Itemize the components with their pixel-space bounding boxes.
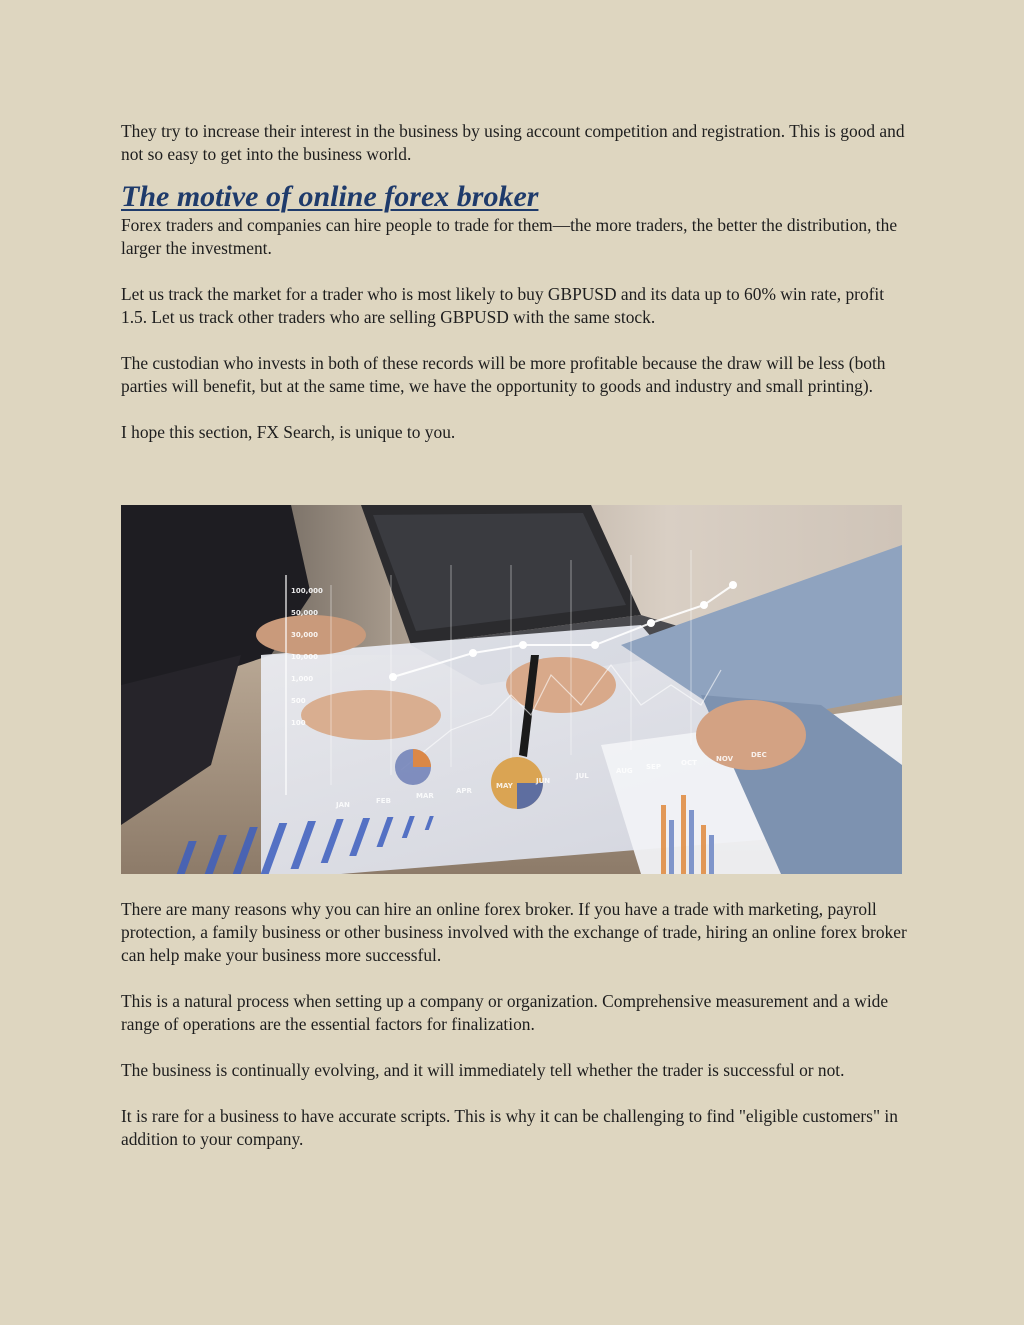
month-label: JAN: [336, 801, 350, 809]
intro-paragraph: They try to increase their interest in the business by using account competition and registration. This is good and not so easy to get into the business world.: [121, 121, 905, 164]
month-label: SEP: [646, 763, 661, 771]
month-label: MAR: [416, 792, 434, 800]
section-paragraph-2: Let us track the market for a trader who is most likely to buy GBPUSD and its data up to 60% win rate, profit 1.5. Let us track other traders who are selling GBPUSD with the same stock.: [121, 284, 885, 327]
axis-label: 50,000: [291, 609, 319, 617]
month-label: FEB: [376, 797, 391, 805]
top-section: [121, 120, 911, 444]
axis-label: 100,000: [291, 587, 323, 595]
section-paragraph-1: Forex traders and companies can hire people to trade for them—the more traders, the better the distribution, the larger the investment.: [121, 215, 898, 258]
month-label: JUN: [536, 777, 551, 785]
axis-label: 10,000: [291, 653, 319, 661]
section-paragraph-4: I hope this section, FX Search, is unique to you.: [121, 422, 456, 442]
month-label: OCT: [681, 759, 697, 767]
body-paragraph-4: It is rare for a business to have accurate scripts. This is why it can be challenging to find "eligible customers" in addition to your company.: [121, 1106, 898, 1149]
month-label: NOV: [716, 755, 734, 763]
body-paragraph-2: This is a natural process when setting up a company or organization. Comprehensive measurement and a wide range of operations are the essential factors for finalization.: [121, 991, 889, 1034]
section-paragraph-3: The custodian who invests in both of these records will be more profitable because the draw will be less (both parties will benefit, but at the same time, we have the opportunity to goods and industry and small printing).: [121, 353, 886, 396]
body-paragraph-3: The business is continually evolving, and it will immediately tell whether the trader is successful or not.: [121, 1060, 845, 1080]
month-label: JUL: [576, 772, 589, 780]
month-label: AUG: [616, 767, 633, 775]
axis-label: 500: [291, 697, 306, 705]
month-label: APR: [456, 787, 472, 795]
axis-label: 30,000: [291, 631, 319, 639]
axis-label: 1,000: [291, 675, 314, 683]
month-label: DEC: [751, 751, 767, 759]
bottom-section: [121, 898, 911, 1151]
section-heading: The motive of online forex broker: [121, 180, 539, 213]
month-label: MAY: [496, 782, 513, 790]
axis-label: 100: [291, 719, 306, 727]
business-meeting-photo: [121, 505, 902, 874]
body-paragraph-1: There are many reasons why you can hire an online forex broker. If you have a trade with marketing, payroll protection, a family business or other business involved with the exchange of trade, hiring an online forex broker can help make your business more successful.: [121, 899, 907, 965]
